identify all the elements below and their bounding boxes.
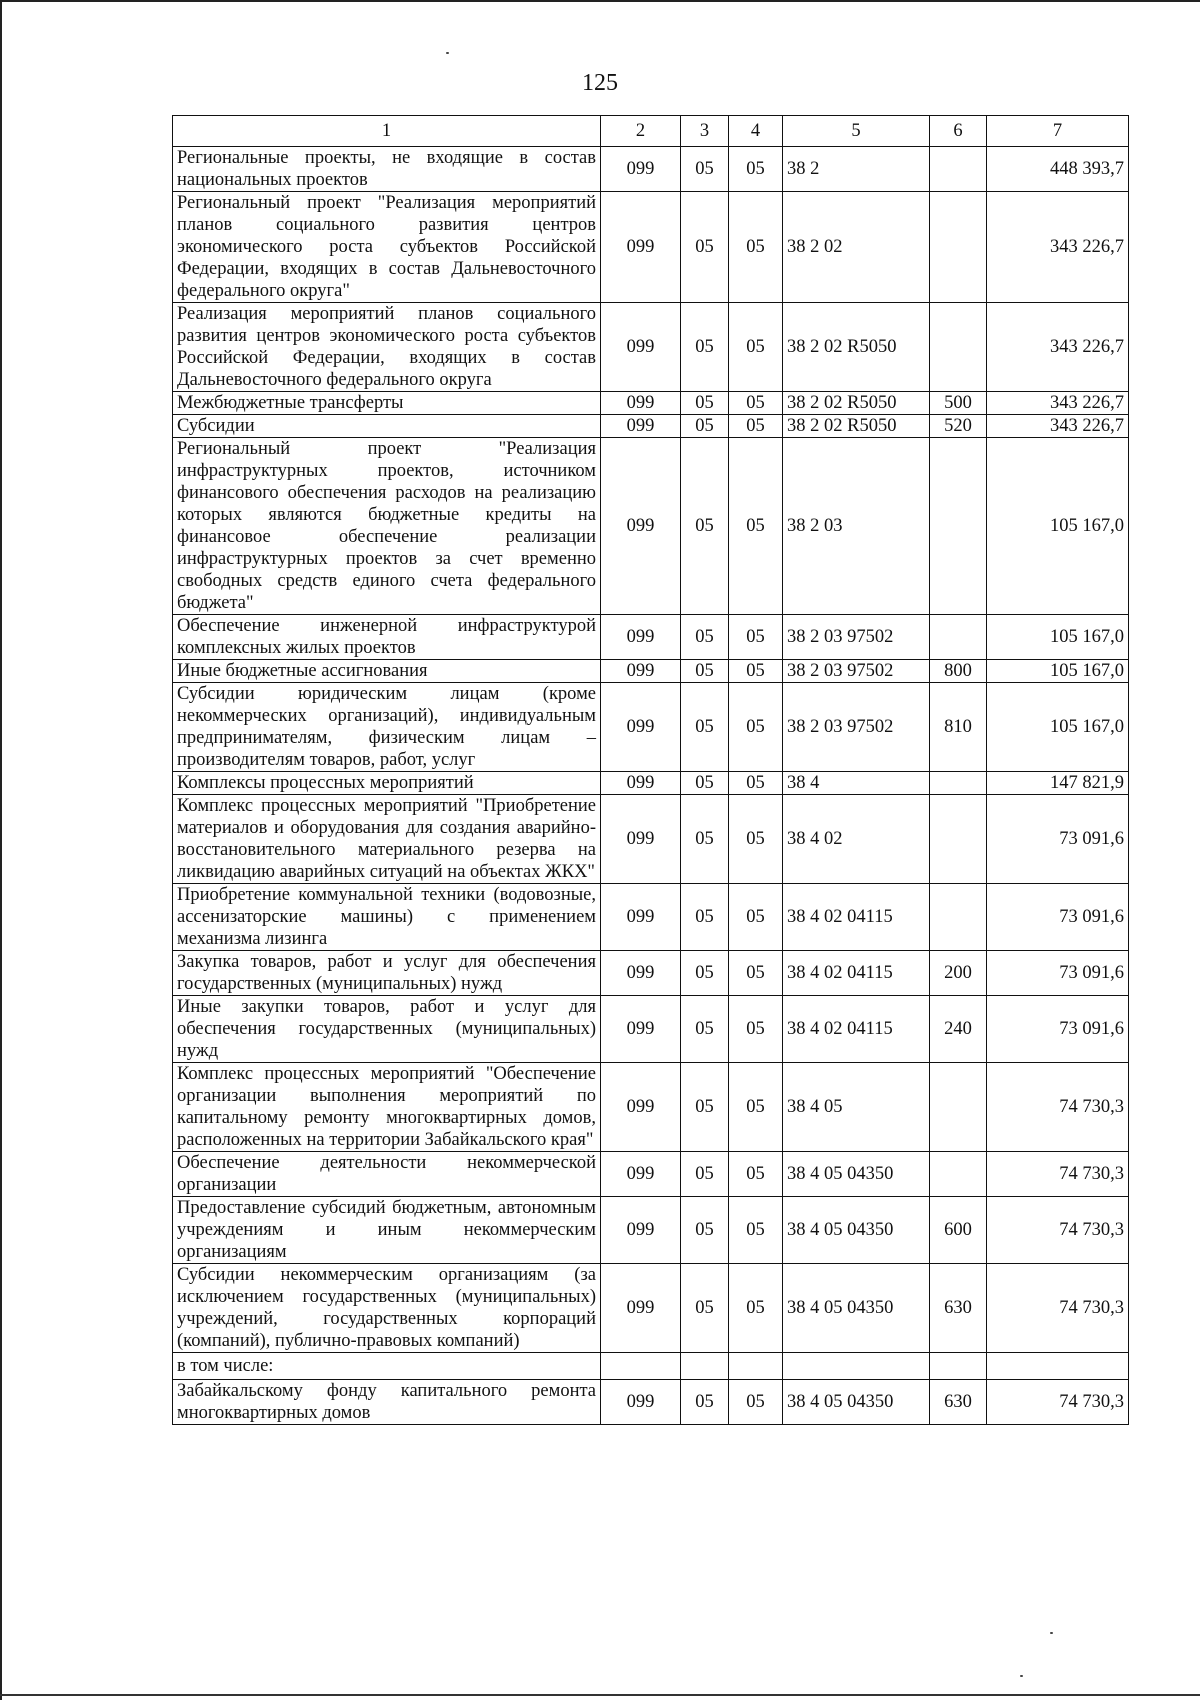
row-expense-type-cell: [930, 615, 987, 660]
row-subsection-cell: 05: [729, 147, 783, 192]
row-name-cell: Предоставление субсидий бюджетным, автономным учреждениям и иным некоммерческим организациям: [173, 1197, 601, 1264]
row-section-cell: 05: [681, 951, 729, 996]
row-name-cell: Иные бюджетные ассигнования: [173, 660, 601, 683]
row-target-article-cell: 38 4 05: [783, 1063, 930, 1152]
row-target-article-cell: 38 2 03: [783, 438, 930, 615]
table-row: [173, 660, 1129, 683]
row-expense-type-cell: [930, 147, 987, 192]
row-subsection-cell: 05: [729, 1380, 783, 1425]
row-section-cell: 05: [681, 438, 729, 615]
row-expense-type-cell: [930, 772, 987, 795]
row-subsection-cell: 05: [729, 615, 783, 660]
scan-speck: [1050, 1632, 1053, 1634]
row-grbs-cell: 099: [601, 1264, 681, 1353]
row-subsection-cell: 05: [729, 1152, 783, 1197]
row-grbs-cell: 099: [601, 415, 681, 438]
row-amount-cell: 147 821,9: [987, 772, 1129, 795]
row-expense-type-cell: [930, 884, 987, 951]
row-target-article-cell: [783, 1353, 930, 1380]
scan-bottom-edge: [0, 1694, 1200, 1696]
row-expense-type-cell: [930, 438, 987, 615]
row-target-article-cell: 38 2 03 97502: [783, 683, 930, 772]
row-subsection-cell: 05: [729, 192, 783, 303]
row-amount-cell: 73 091,6: [987, 795, 1129, 884]
row-section-cell: 05: [681, 1063, 729, 1152]
row-grbs-cell: 099: [601, 147, 681, 192]
table-row: [173, 303, 1129, 392]
row-expense-type-cell: 200: [930, 951, 987, 996]
row-name-cell: Комплексы процессных мероприятий: [173, 772, 601, 795]
row-target-article-cell: 38 2: [783, 147, 930, 192]
row-section-cell: 05: [681, 996, 729, 1063]
row-subsection-cell: 05: [729, 438, 783, 615]
column-header: 5: [783, 116, 930, 147]
table-row: [173, 415, 1129, 438]
table-row: [173, 1197, 1129, 1264]
row-subsection-cell: 05: [729, 392, 783, 415]
row-subsection-cell: 05: [729, 660, 783, 683]
row-expense-type-cell: [930, 1063, 987, 1152]
row-amount-cell: 448 393,7: [987, 147, 1129, 192]
row-name-cell: Обеспечение деятельности некоммерческой организации: [173, 1152, 601, 1197]
row-name-cell: Субсидии: [173, 415, 601, 438]
row-grbs-cell: 099: [601, 392, 681, 415]
row-target-article-cell: 38 4 02: [783, 795, 930, 884]
row-expense-type-cell: 600: [930, 1197, 987, 1264]
row-amount-cell: 343 226,7: [987, 415, 1129, 438]
row-expense-type-cell: 630: [930, 1264, 987, 1353]
row-grbs-cell: [601, 1353, 681, 1380]
row-subsection-cell: 05: [729, 683, 783, 772]
row-grbs-cell: 099: [601, 951, 681, 996]
column-header: 4: [729, 116, 783, 147]
table-row: [173, 615, 1129, 660]
row-section-cell: 05: [681, 415, 729, 438]
scan-speck: [446, 52, 449, 54]
row-section-cell: 05: [681, 1264, 729, 1353]
row-subsection-cell: 05: [729, 884, 783, 951]
row-target-article-cell: 38 2 02: [783, 192, 930, 303]
row-name-cell: Иные закупки товаров, работ и услуг для обеспечения государственных (муниципальных) нужд: [173, 996, 601, 1063]
table-row: [173, 392, 1129, 415]
column-header: 3: [681, 116, 729, 147]
row-target-article-cell: 38 2 03 97502: [783, 660, 930, 683]
table-row: [173, 795, 1129, 884]
row-section-cell: 05: [681, 1380, 729, 1425]
row-section-cell: 05: [681, 772, 729, 795]
page-number: 125: [582, 70, 618, 96]
row-subsection-cell: 05: [729, 951, 783, 996]
row-subsection-cell: 05: [729, 1264, 783, 1353]
table-header-row: [173, 116, 1129, 147]
row-expense-type-cell: [930, 303, 987, 392]
row-subsection-cell: [729, 1353, 783, 1380]
row-grbs-cell: 099: [601, 660, 681, 683]
row-target-article-cell: 38 2 02 R5050: [783, 392, 930, 415]
row-section-cell: 05: [681, 303, 729, 392]
row-expense-type-cell: 800: [930, 660, 987, 683]
table-row: [173, 1152, 1129, 1197]
table-row: [173, 951, 1129, 996]
row-amount-cell: 343 226,7: [987, 303, 1129, 392]
row-target-article-cell: 38 4: [783, 772, 930, 795]
row-expense-type-cell: 520: [930, 415, 987, 438]
row-name-cell: Региональные проекты, не входящие в состав национальных проектов: [173, 147, 601, 192]
column-header: 7: [987, 116, 1129, 147]
row-grbs-cell: 099: [601, 884, 681, 951]
row-name-cell: Межбюджетные трансферты: [173, 392, 601, 415]
table-row: [173, 192, 1129, 303]
row-amount-cell: 74 730,3: [987, 1264, 1129, 1353]
row-amount-cell: 105 167,0: [987, 660, 1129, 683]
row-subsection-cell: 05: [729, 795, 783, 884]
row-section-cell: 05: [681, 392, 729, 415]
row-grbs-cell: 099: [601, 1197, 681, 1264]
row-target-article-cell: 38 4 02 04115: [783, 884, 930, 951]
row-amount-cell: 105 167,0: [987, 438, 1129, 615]
row-amount-cell: 73 091,6: [987, 884, 1129, 951]
row-target-article-cell: 38 4 02 04115: [783, 996, 930, 1063]
row-amount-cell: 73 091,6: [987, 951, 1129, 996]
row-grbs-cell: 099: [601, 303, 681, 392]
row-grbs-cell: 099: [601, 192, 681, 303]
row-expense-type-cell: [930, 1353, 987, 1380]
row-amount-cell: 74 730,3: [987, 1152, 1129, 1197]
row-name-cell: Субсидии некоммерческим организациям (за исключением государственных (муниципальных) учреждений, государственных корпораций (компаний), публично-правовых компаний): [173, 1264, 601, 1353]
row-grbs-cell: 099: [601, 438, 681, 615]
row-name-cell: Региональный проект "Реализация инфраструктурных проектов, источником финансового обеспечения расходов на реализацию которых являются бюджетные кредиты на финансовое обеспечение реализации инфраструктурных проектов за счет временно свободных средств единого счета федерального бюджета": [173, 438, 601, 615]
row-target-article-cell: 38 4 05 04350: [783, 1264, 930, 1353]
row-name-cell: Обеспечение инженерной инфраструктурой комплексных жилых проектов: [173, 615, 601, 660]
row-target-article-cell: 38 2 02 R5050: [783, 415, 930, 438]
row-name-cell: Региональный проект "Реализация мероприятий планов социального развития центров экономического роста субъектов Российской Федерации, входящих в состав Дальневосточного федерального округа": [173, 192, 601, 303]
row-grbs-cell: 099: [601, 615, 681, 660]
row-target-article-cell: 38 4 05 04350: [783, 1152, 930, 1197]
row-subsection-cell: 05: [729, 1197, 783, 1264]
row-grbs-cell: 099: [601, 1380, 681, 1425]
row-subsection-cell: 05: [729, 772, 783, 795]
column-header: 2: [601, 116, 681, 147]
table-row: [173, 884, 1129, 951]
row-expense-type-cell: [930, 1152, 987, 1197]
row-amount-cell: 343 226,7: [987, 392, 1129, 415]
row-name-cell: Субсидии юридическим лицам (кроме некоммерческих организаций), индивидуальным предпринимателям, физическим лицам – производителям товаров, работ, услуг: [173, 683, 601, 772]
row-grbs-cell: 099: [601, 1063, 681, 1152]
table-row: [173, 683, 1129, 772]
row-amount-cell: [987, 1353, 1129, 1380]
row-section-cell: 05: [681, 615, 729, 660]
table-row: [173, 147, 1129, 192]
row-section-cell: 05: [681, 683, 729, 772]
table-row: [173, 1353, 1129, 1380]
row-name-cell: Комплекс процессных мероприятий "Приобретение материалов и оборудования для создания аварийно-восстановительного материального резерва на ликвидацию аварийных ситуаций на объектах ЖКХ": [173, 795, 601, 884]
row-name-cell: Приобретение коммунальной техники (водовозные, ассенизаторские машины) с применением механизма лизинга: [173, 884, 601, 951]
row-amount-cell: 73 091,6: [987, 996, 1129, 1063]
column-header: 6: [930, 116, 987, 147]
row-grbs-cell: 099: [601, 1152, 681, 1197]
row-section-cell: 05: [681, 192, 729, 303]
budget-table: [172, 115, 1129, 1425]
table-row: [173, 1264, 1129, 1353]
row-expense-type-cell: [930, 192, 987, 303]
row-amount-cell: 105 167,0: [987, 683, 1129, 772]
table-row: [173, 438, 1129, 615]
row-name-cell: Закупка товаров, работ и услуг для обеспечения государственных (муниципальных) нужд: [173, 951, 601, 996]
row-target-article-cell: 38 2 03 97502: [783, 615, 930, 660]
row-grbs-cell: 099: [601, 683, 681, 772]
row-amount-cell: 105 167,0: [987, 615, 1129, 660]
table-row: [173, 1380, 1129, 1425]
row-target-article-cell: 38 2 02 R5050: [783, 303, 930, 392]
row-subsection-cell: 05: [729, 996, 783, 1063]
row-expense-type-cell: 240: [930, 996, 987, 1063]
row-subsection-cell: 05: [729, 303, 783, 392]
row-subsection-cell: 05: [729, 415, 783, 438]
row-name-cell: Реализация мероприятий планов социального развития центров экономического роста субъектов Российской Федерации, входящих в состав Дальневосточного федерального округа: [173, 303, 601, 392]
column-header: 1: [173, 116, 601, 147]
row-target-article-cell: 38 4 05 04350: [783, 1380, 930, 1425]
table-row: [173, 996, 1129, 1063]
row-section-cell: 05: [681, 795, 729, 884]
row-grbs-cell: 099: [601, 772, 681, 795]
row-expense-type-cell: 630: [930, 1380, 987, 1425]
row-section-cell: 05: [681, 1197, 729, 1264]
row-name-cell: Комплекс процессных мероприятий "Обеспечение организации выполнения мероприятий по капитальному ремонту многоквартирных домов, расположенных на территории Забайкальского края": [173, 1063, 601, 1152]
scan-speck: [1020, 1675, 1023, 1677]
row-name-cell: Забайкальскому фонду капитального ремонта многоквартирных домов: [173, 1380, 601, 1425]
row-grbs-cell: 099: [601, 795, 681, 884]
row-target-article-cell: 38 4 05 04350: [783, 1197, 930, 1264]
row-amount-cell: 74 730,3: [987, 1380, 1129, 1425]
row-expense-type-cell: [930, 795, 987, 884]
row-amount-cell: 74 730,3: [987, 1063, 1129, 1152]
row-expense-type-cell: 810: [930, 683, 987, 772]
scan-left-edge: [0, 0, 2, 1700]
row-expense-type-cell: 500: [930, 392, 987, 415]
table-row: [173, 772, 1129, 795]
scan-top-edge: [0, 0, 1200, 2]
row-section-cell: 05: [681, 660, 729, 683]
row-section-cell: 05: [681, 147, 729, 192]
row-subsection-cell: 05: [729, 1063, 783, 1152]
row-grbs-cell: 099: [601, 996, 681, 1063]
table-row: [173, 1063, 1129, 1152]
row-amount-cell: 74 730,3: [987, 1197, 1129, 1264]
row-section-cell: 05: [681, 1152, 729, 1197]
row-section-cell: 05: [681, 884, 729, 951]
row-name-cell: в том числе:: [173, 1353, 601, 1380]
row-amount-cell: 343 226,7: [987, 192, 1129, 303]
row-target-article-cell: 38 4 02 04115: [783, 951, 930, 996]
row-section-cell: [681, 1353, 729, 1380]
